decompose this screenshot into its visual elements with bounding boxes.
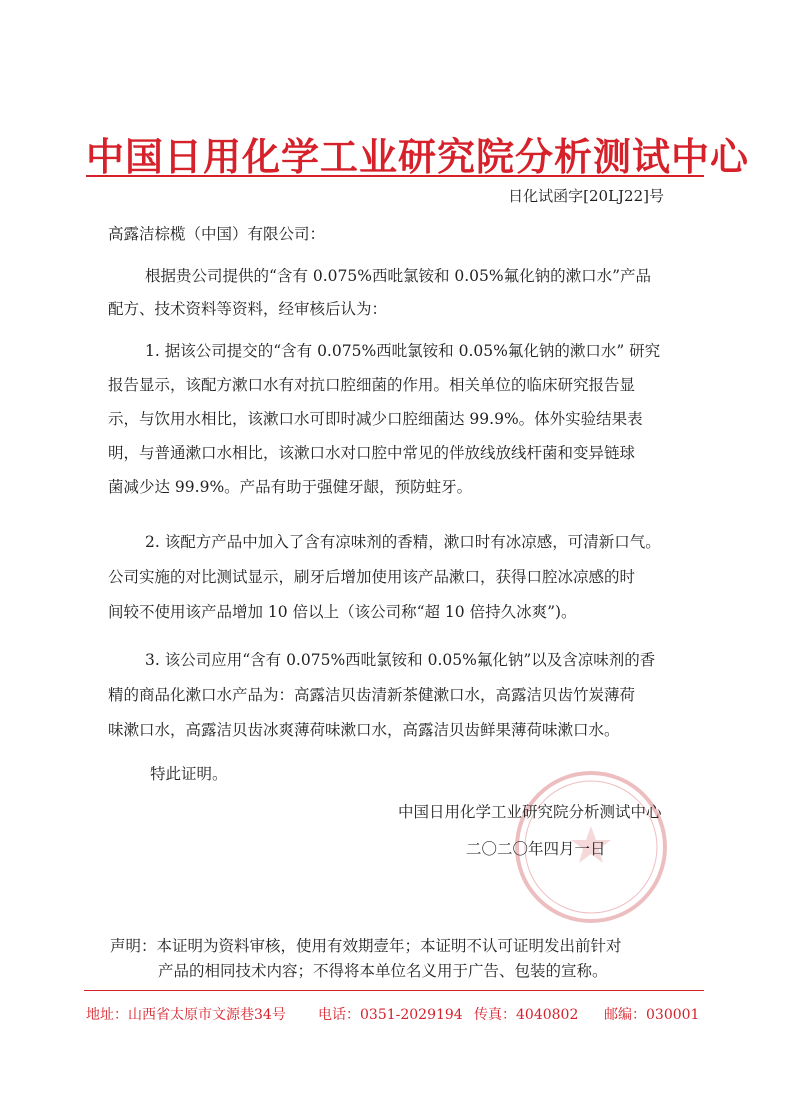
- footer-postcode: 邮编：030001: [604, 1007, 700, 1023]
- disclaimer-line: 声明：本证明为资料审核，使用有效期壹年；本证明不认可证明发出前针对: [110, 937, 622, 955]
- footer-address: 地址：山西省太原市文源巷34号: [86, 1007, 286, 1023]
- intro-line: 配方、技术资料等资料，经审核后认为：: [108, 300, 388, 318]
- letterhead-rule: [86, 175, 704, 177]
- footer-phone: 电话：0351-2029194: [318, 1007, 463, 1023]
- document-number: 日化试函字[20LJ22]号: [508, 187, 664, 205]
- point2-line: 2. 该配方产品中加入了含有凉味剂的香精，漱口时有冰凉感，可清新口气。: [145, 533, 661, 551]
- point2-line: 间较不使用该产品增加 10 倍以上（该公司称“超 10 倍持久冰爽”)。: [108, 603, 577, 621]
- point3-line: 3. 该公司应用“含有 0.075%西吡氯铵和 0.05%氟化钠”以及含凉味剂的香: [145, 651, 656, 669]
- point1-line: 示，与饮用水相比，该漱口水可即时减少口腔细菌达 99.9%。体外实验结果表: [108, 410, 643, 428]
- addressee: 高露洁棕榄（中国）有限公司：: [108, 225, 326, 243]
- point3-line: 精的商品化漱口水产品为：高露洁贝齿清新茶健漱口水，高露洁贝齿竹炭薄荷: [108, 686, 636, 704]
- footer-fax: 传真：4040802: [474, 1007, 579, 1023]
- issue-date: 二〇二〇年四月一日: [466, 840, 606, 858]
- point1-line: 1. 据该公司提交的“含有 0.075%西吡氯铵和 0.05%氟化钠的漱口水” 研究: [145, 342, 661, 360]
- certify-line: 特此证明。: [150, 765, 228, 783]
- signatory: 中国日用化学工业研究院分析测试中心: [398, 803, 662, 821]
- letterhead-title: 中国日用化学工业研究院分析测试中心: [86, 134, 750, 179]
- point1-line: 报告显示，该配方漱口水有对抗口腔细菌的作用。相关单位的临床研究报告显: [108, 376, 636, 394]
- intro-line: 根据贵公司提供的“含有 0.075%西吡氯铵和 0.05%氟化钠的漱口水”产品: [145, 267, 652, 285]
- point1-line: 菌减少达 99.9%。产品有助于强健牙龈，预防蛀牙。: [108, 478, 473, 496]
- footer-rule: [84, 990, 704, 991]
- point2-line: 公司实施的对比测试显示，刷牙后增加使用该产品漱口，获得口腔冰凉感的时: [108, 568, 636, 586]
- point3-line: 味漱口水，高露洁贝齿冰爽薄荷味漱口水，高露洁贝齿鲜果薄荷味漱口水。: [108, 721, 620, 739]
- point1-line: 明，与普通漱口水相比，该漱口水对口腔中常见的伴放线放线杆菌和变异链球: [108, 444, 636, 462]
- disclaimer-line: 产品的相同技术内容；不得将本单位名义用于广告、包装的宣称。: [158, 962, 608, 980]
